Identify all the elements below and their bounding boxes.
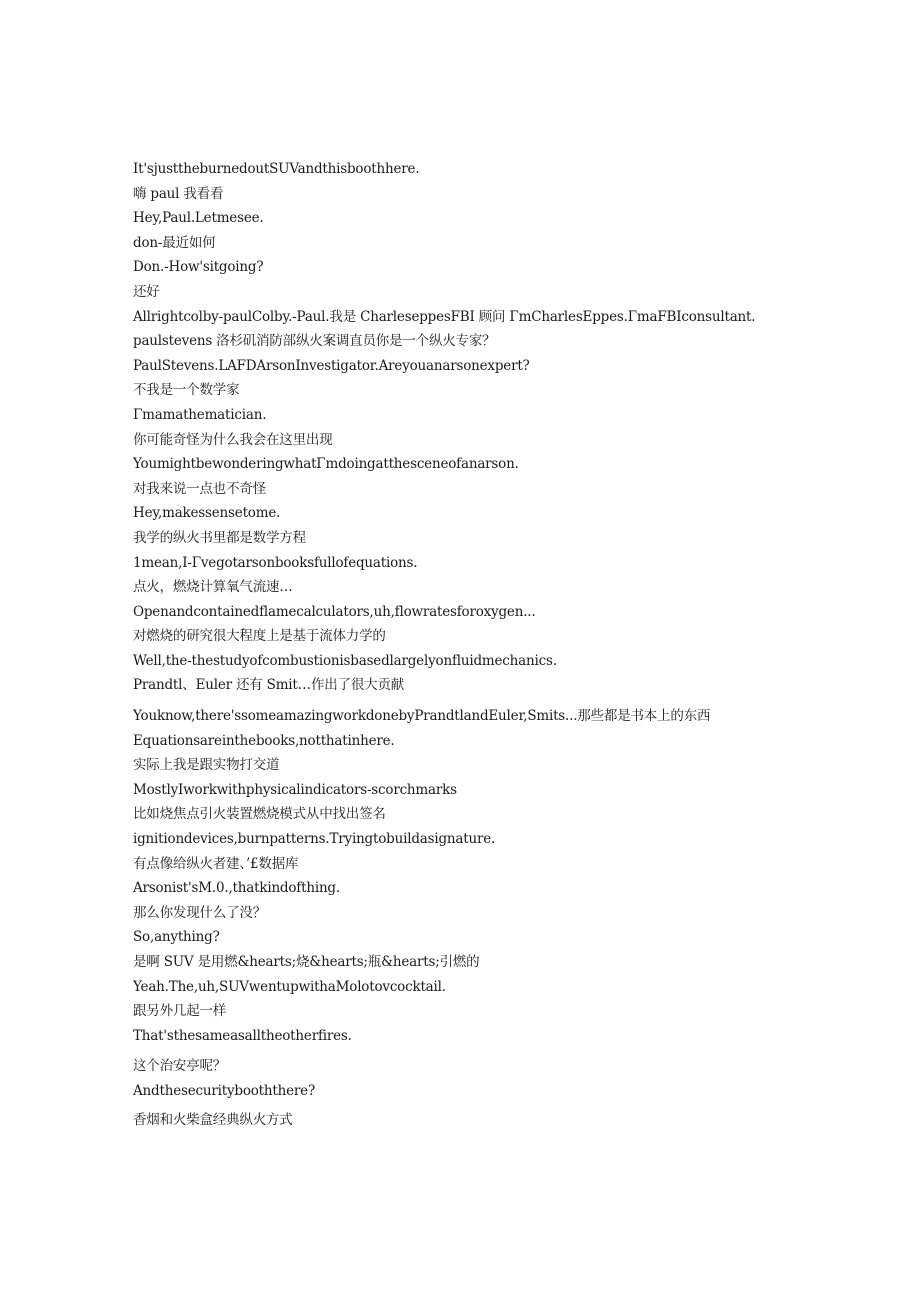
text-line: 是啊 SUV 是用燃&hearts;烧&hearts;瓶&hearts;引燃的 (133, 954, 480, 970)
text-line: don-最近如何 (133, 234, 216, 251)
text-line: 还好 (133, 283, 160, 300)
text-line: Andthesecuritybooththere? (133, 1082, 315, 1099)
transcript-text (133, 157, 773, 1132)
text-line: Prandtl、Euler 还有 Smit…作出了很大贡献 (133, 677, 405, 694)
text-line: It'sjusttheburnedoutSUVandthisboothhere. (133, 161, 420, 177)
text-line: 我学的纵火书里都是数学方程 (133, 529, 306, 546)
text-line: Well,the-thestudyofcombustionisbasedlargelyonfluidmechanics. (133, 652, 557, 669)
text-line: 你可能奇怪为什么我会在这里出现 (133, 431, 333, 448)
text-line: Arsonist'sM.0.,thatkindofthing. (133, 880, 340, 897)
text-line: 那么你发现什么了没？ (133, 904, 266, 921)
text-line: 对我来说一点也不奇怪 (133, 480, 266, 497)
text-line: 对燃烧的研究很大程度上是基于流体力学的 (133, 628, 386, 645)
text-line: YoumightbewonderingwhatΓmdoingatthesceneofanarson. (133, 456, 519, 473)
text-line: MostlyIworkwithphysicalindicators-scorchmarks (133, 781, 457, 798)
text-line: 1mean,I-Γvegotarsonbooksfullofequations. (133, 554, 418, 571)
text-line: Equationsareinthebooks,notthatinhere. (133, 732, 395, 749)
text-line: 有点像给纵火者建、’£数据库 (133, 855, 299, 872)
text-line: paulstevens 洛杉矶消防部纵火案调直员你是一个纵火专家？ (133, 333, 496, 350)
text-line: 这个治安亭呢？ (133, 1058, 227, 1075)
text-line: Don.-How'sitgoing? (133, 259, 264, 276)
text-line: Allrightcolby-paulColby.-Paul.我是 CharleseppesFBI 顾问 ΓmCharlesEppes.ΓmaFBIconsultant. (133, 308, 756, 325)
text-line: 跟另外几起一样 (133, 1003, 227, 1020)
text-line: 点火，燃烧计算氧气流速… (133, 579, 293, 596)
text-line: Hey,makessensetome. (133, 505, 281, 522)
text-line: 实际上我是跟实物打交道 (133, 757, 280, 774)
text-line: Γmamathematician. (133, 406, 267, 423)
text-line: Hey,Paul.Letmesee. (133, 210, 264, 227)
text-line: 香烟和火柴盒经典纵火方式 (133, 1111, 293, 1128)
text-line: 比如烧焦点引火装置燃烧模式从中找出签名 (133, 806, 386, 823)
text-line: 嗨 paul 我看看 (133, 185, 224, 202)
text-line: That'sthesameasalltheotherfires. (133, 1027, 352, 1044)
text-line: 不我是一个数学家 (133, 382, 240, 399)
text-line: Openandcontainedflamecalculators,uh,flowratesforoxygen... (133, 603, 536, 620)
text-line: Youknow,there'ssomeamazingworkdonebyPrandtlandEuler,Smits...那些都是书本上的东西 (133, 708, 711, 725)
text-line: PaulStevens.LAFDArsonInvestigator.Areyouanarsonexpert? (133, 357, 530, 374)
text-line: Yeah.The,uh,SUVwentupwithaMolotovcocktail. (133, 978, 446, 995)
text-line: ignitiondevices,burnpatterns.Tryingtobuildasignature. (133, 831, 496, 848)
text-line: So,anything? (133, 929, 220, 946)
